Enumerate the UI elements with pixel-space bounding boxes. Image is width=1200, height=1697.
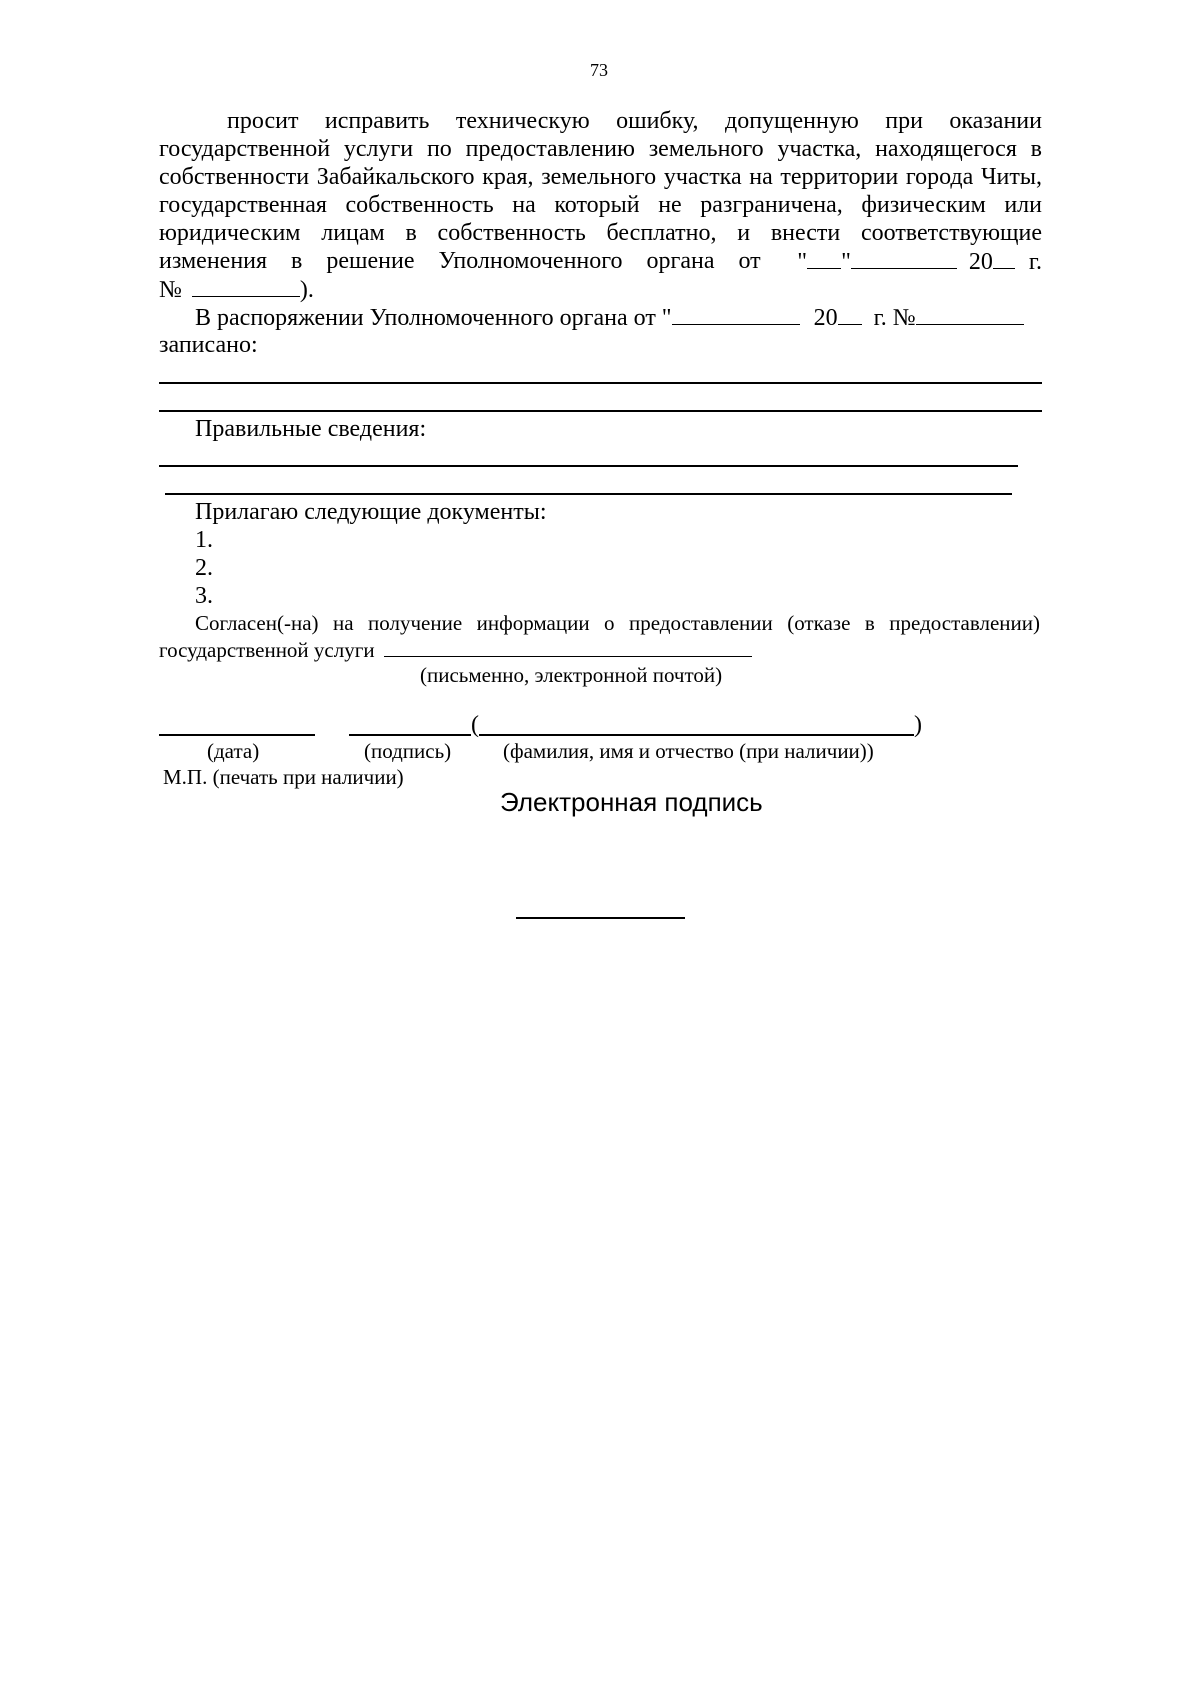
stamp-caption: М.П. (печать при наличии) <box>163 765 404 789</box>
request-line-6-text: изменения в решение Уполномоченного органа от <box>159 248 761 274</box>
day-blank <box>807 246 841 269</box>
order-year-blank <box>838 302 862 325</box>
quote-open: " <box>797 249 808 275</box>
order-line <box>195 302 1024 333</box>
request-line-3: собственности Забайкальского края, земельного участка на территории города Читы, <box>159 164 1042 190</box>
request-line-6 <box>159 246 1042 277</box>
month-blank <box>851 246 957 269</box>
attachments-label: Прилагаю следующие документы: <box>195 499 547 525</box>
date-caption: (дата) <box>207 739 260 763</box>
order-text: В распоряжении Уполномоченного органа от " <box>195 305 672 331</box>
end-separator-line <box>516 917 685 919</box>
order-date-blank <box>672 302 800 325</box>
order-year: 20 <box>813 305 838 331</box>
request-line-7 <box>159 274 314 305</box>
signature-caption: (подпись) <box>364 739 452 763</box>
electronic-signature-label: Электронная подпись <box>500 787 763 817</box>
paren-close: ). <box>299 277 314 303</box>
correct-line-2 <box>165 493 1012 495</box>
name-caption: (фамилия, имя и отчество (при наличии)) <box>503 739 874 763</box>
consent-line-2-text: государственной услуги <box>159 638 375 662</box>
request-line-4: государственная собственность на который не разграничена, физическим или <box>159 192 1042 218</box>
correct-line-1 <box>159 465 1018 467</box>
request-line-2: государственной услуги по предоставлению земельного участка, находящегося в <box>159 136 1042 162</box>
request-date-field <box>797 246 1042 277</box>
correct-info-label: Правильные сведения: <box>195 416 427 442</box>
consent-method-blank <box>384 636 752 657</box>
year-blank <box>993 246 1015 269</box>
request-line-1: просит исправить техническую ошибку, допущенную при оказании <box>227 108 1042 134</box>
consent-hint: (письменно, электронной почтой) <box>420 663 723 687</box>
number-blank <box>192 274 300 297</box>
quote-close: " <box>841 249 851 275</box>
order-number-blank <box>916 302 1024 325</box>
name-paren-close: ) <box>914 712 922 738</box>
written-line-1 <box>159 382 1042 384</box>
attachment-item: 1. <box>195 527 213 553</box>
number-sign: № <box>159 277 182 303</box>
written-line-2 <box>159 410 1042 412</box>
request-line-5: юридическим лицам в собственность бесплатно, и внести соответствующие <box>159 220 1042 246</box>
order-number-label: г. № <box>873 305 916 331</box>
year-prefix: 20 <box>968 249 993 275</box>
written-label: записано: <box>159 332 258 358</box>
name-paren-open: ( <box>471 712 479 738</box>
attachment-item: 2. <box>195 555 213 581</box>
consent-line-1: Согласен(-на) на получение информации о предоставлении (отказе в предоставлении) <box>195 611 1040 635</box>
page-number: 73 <box>590 60 608 80</box>
year-suffix: г. <box>1028 249 1042 275</box>
attachment-item: 3. <box>195 583 213 609</box>
